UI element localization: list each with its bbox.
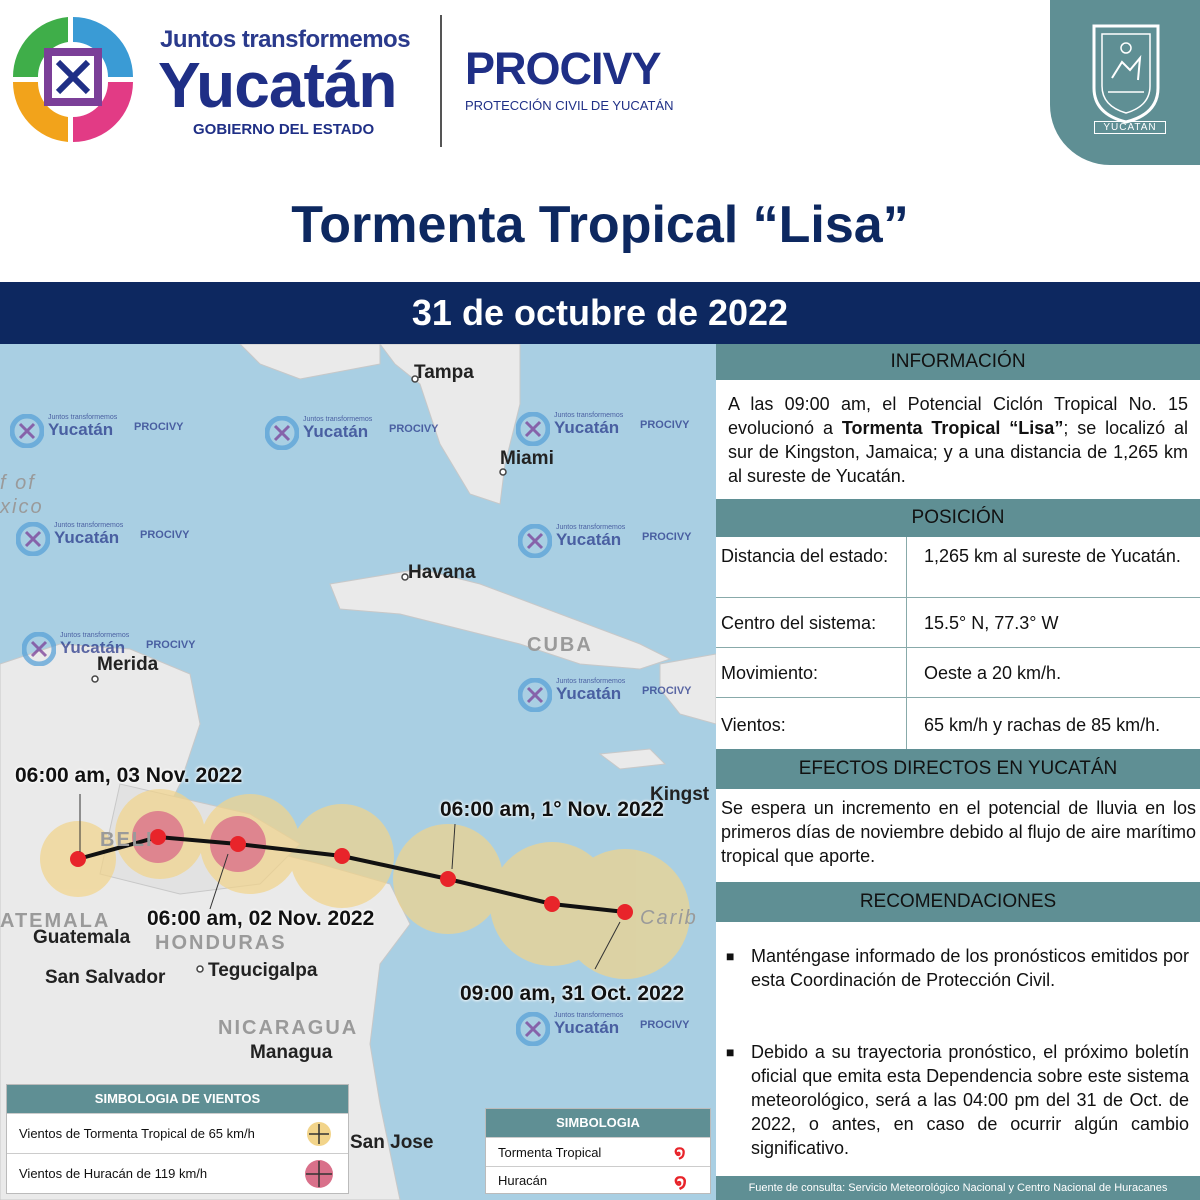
gulf-label: f of xyxy=(0,472,36,494)
watermark-icon xyxy=(10,414,44,448)
page-header xyxy=(0,0,1200,170)
country-guatemala: ATEMALA xyxy=(0,910,111,932)
watermark-small: Juntos transformemos xyxy=(48,414,118,421)
city-havana: Havana xyxy=(408,562,476,583)
time-label-nov3: 06:00 am, 03 Nov. 2022 xyxy=(15,764,243,787)
recommendations-section-title: RECOMENDACIONES xyxy=(716,882,1200,922)
watermark-big: Yucatán xyxy=(48,420,114,439)
table-divider xyxy=(906,537,907,749)
watermark-icon xyxy=(22,632,56,666)
bulletin-date: 31 de octubre de 2022 xyxy=(0,282,1200,344)
position-value: 15.5° N, 77.3° W xyxy=(924,613,1059,633)
watermark-icon xyxy=(518,678,552,712)
watermark-logo xyxy=(22,632,212,666)
info-text xyxy=(728,392,1188,488)
watermark-small: Juntos transformemos xyxy=(54,522,124,529)
storm-name: Tormenta Tropical “Lisa” xyxy=(841,418,1064,438)
watermark-logo xyxy=(16,522,206,556)
time-label-oct31: 09:00 am, 31 Oct. 2022 xyxy=(460,982,685,1005)
mexico-label: xico xyxy=(0,496,44,518)
watermark-logo xyxy=(518,678,708,712)
effects-section-title: EFECTOS DIRECTOS EN YUCATÁN xyxy=(716,749,1200,789)
city-san-jose: San Jose xyxy=(350,1132,434,1153)
legend-row xyxy=(7,1113,348,1153)
brand-government: GOBIERNO DEL ESTADO xyxy=(193,121,375,138)
legend-symbols-title: SIMBOLOGIA xyxy=(486,1109,710,1137)
watermark-logo xyxy=(518,524,708,558)
brand-tagline: Juntos transformemos xyxy=(160,26,411,53)
recommendation-item: Manténgase informado de los pronósticos emitidos por esta Coordinación de Protección Civil. xyxy=(751,946,1189,990)
watermark-agency: PROCIVY xyxy=(642,685,692,697)
state-crest xyxy=(1050,0,1200,165)
watermark-big: Yucatán xyxy=(556,530,622,549)
watermark-icon xyxy=(265,416,299,450)
legend-winds xyxy=(6,1084,349,1194)
tropical-storm-icon: ໑ xyxy=(674,1142,686,1162)
watermark-agency: PROCIVY xyxy=(640,1019,690,1031)
watermark-icon xyxy=(516,412,550,446)
watermark-icon xyxy=(518,524,552,558)
watermark-icon xyxy=(516,1012,550,1046)
legend-winds-title: SIMBOLOGIA DE VIENTOS xyxy=(7,1085,348,1113)
crest-icon xyxy=(1088,18,1164,136)
watermark-big: Yucatán xyxy=(303,422,369,441)
watermark-big: Yucatán xyxy=(60,638,126,657)
city-merida: Merida xyxy=(97,654,159,675)
city-managua: Managua xyxy=(250,1042,333,1063)
watermark-logo xyxy=(516,412,706,446)
city-miami: Miami xyxy=(500,448,554,469)
legend-row xyxy=(486,1166,710,1194)
page-title: Tormenta Tropical “Lisa” xyxy=(291,196,909,254)
legend-symbols xyxy=(485,1108,711,1194)
hurricane-icon: ໑ xyxy=(674,1171,687,1193)
row-divider xyxy=(716,597,1200,598)
time-label-nov2: 06:00 am, 02 Nov. 2022 xyxy=(147,907,375,930)
country-honduras: HONDURAS xyxy=(155,932,287,954)
legend-row xyxy=(7,1153,348,1193)
legend-label: Vientos de Tormenta Tropical de 65 km/h xyxy=(19,1126,255,1141)
source-footer: Fuente de consulta: Servicio Meteorológico Nacional y Centro Nacional de Huracanes xyxy=(716,1176,1200,1200)
watermark-icon xyxy=(16,522,50,556)
watermark-agency: PROCIVY xyxy=(640,419,690,431)
watermark-small: Juntos transformemos xyxy=(303,416,373,423)
position-value: Oeste a 20 km/h. xyxy=(924,663,1062,683)
city-san-salvador: San Salvador xyxy=(45,967,166,988)
legend-label: Huracán xyxy=(498,1173,548,1188)
watermark-agency: PROCIVY xyxy=(642,531,692,543)
watermark-big: Yucatán xyxy=(556,684,622,703)
yucatan-logo-icon xyxy=(8,12,138,147)
legend-row xyxy=(486,1137,710,1166)
watermark-small: Juntos transformemos xyxy=(556,524,626,531)
position-value: 1,265 km al sureste de Yucatán. xyxy=(924,546,1181,566)
bullet-icon: ■ xyxy=(726,948,735,964)
position-label: Distancia del estado: xyxy=(721,546,889,566)
brand-name: Yucatán xyxy=(158,49,397,121)
watermark-small: Juntos transformemos xyxy=(554,412,624,419)
info-panel xyxy=(716,344,1200,1200)
position-section-title: POSICIÓN xyxy=(716,499,1200,537)
row-divider xyxy=(716,697,1200,698)
watermark-small: Juntos transformemos xyxy=(554,1012,624,1019)
hurricane-wind-icon xyxy=(303,1158,335,1190)
city-guatemala: Guatemala xyxy=(33,927,131,948)
watermark-logo xyxy=(516,1012,706,1046)
country-cuba: CUBA xyxy=(527,634,593,656)
recommendation-item: Debido a su trayectoria pronóstico, el próximo boletín oficial que emita esta Dependencia sobre este sistema meteorológico, será a las 04:00 pm del 31 de Oct. de 2022, o antes, en caso de ocurrir algún cambio significativo. xyxy=(751,1042,1189,1158)
city-tegucigalpa: Tegucigalpa xyxy=(208,960,318,981)
info-text-part: ; se localizó al sur de Kingston, Jamaica; y a una distancia de 1,265 km al sureste de Yucatán. xyxy=(728,418,1189,486)
watermark-big: Yucatán xyxy=(554,1018,620,1037)
watermark-logo xyxy=(265,416,455,450)
crest-label: YUCATAN xyxy=(1094,121,1166,134)
position-label: Movimiento: xyxy=(721,663,819,683)
bullet-icon: ■ xyxy=(726,1044,735,1060)
effects-text: Se espera un incremento en el potencial de lluvia en los primeros días de noviembre debido al flujo de aire marítimo tropical que aporte. xyxy=(721,798,1196,866)
position-label: Centro del sistema: xyxy=(721,613,877,633)
legend-label: Vientos de Huracán de 119 km/h xyxy=(19,1166,208,1181)
caribbean-label: Carib xyxy=(640,907,698,929)
country-belize: BELI xyxy=(100,829,154,851)
header-divider xyxy=(440,15,442,147)
watermark-small: Juntos transformemos xyxy=(556,678,626,685)
city-tampa: Tampa xyxy=(414,362,474,383)
watermark-small: Juntos transformemos xyxy=(60,632,130,639)
watermark-agency: PROCIVY xyxy=(146,639,196,651)
info-text-part: A las 09:00 am, el Potencial Ciclón Tropical No. 15 evolucionó a xyxy=(728,394,1188,438)
watermark-big: Yucatán xyxy=(554,418,620,437)
country-nicaragua: NICARAGUA xyxy=(218,1017,359,1039)
watermark-logo xyxy=(10,414,200,448)
position-label: Vientos: xyxy=(721,715,786,735)
watermark-agency: PROCIVY xyxy=(389,423,439,435)
watermark-big: Yucatán xyxy=(54,528,120,547)
agency-subtitle: PROTECCIÓN CIVIL DE YUCATÁN xyxy=(465,98,674,113)
position-value: 65 km/h y rachas de 85 km/h. xyxy=(924,715,1161,735)
legend-label: Tormenta Tropical xyxy=(498,1145,602,1160)
watermark-agency: PROCIVY xyxy=(140,529,190,541)
agency-name: PROCIVY xyxy=(465,43,661,94)
time-label-nov1: 06:00 am, 1° Nov. 2022 xyxy=(440,798,664,821)
info-section-title: INFORMACIÓN xyxy=(716,344,1200,380)
tropical-storm-wind-icon xyxy=(305,1120,333,1148)
row-divider xyxy=(716,647,1200,648)
forecast-map xyxy=(0,344,716,1200)
watermark-agency: PROCIVY xyxy=(134,421,184,433)
city-kingston: Kingst xyxy=(650,784,710,805)
